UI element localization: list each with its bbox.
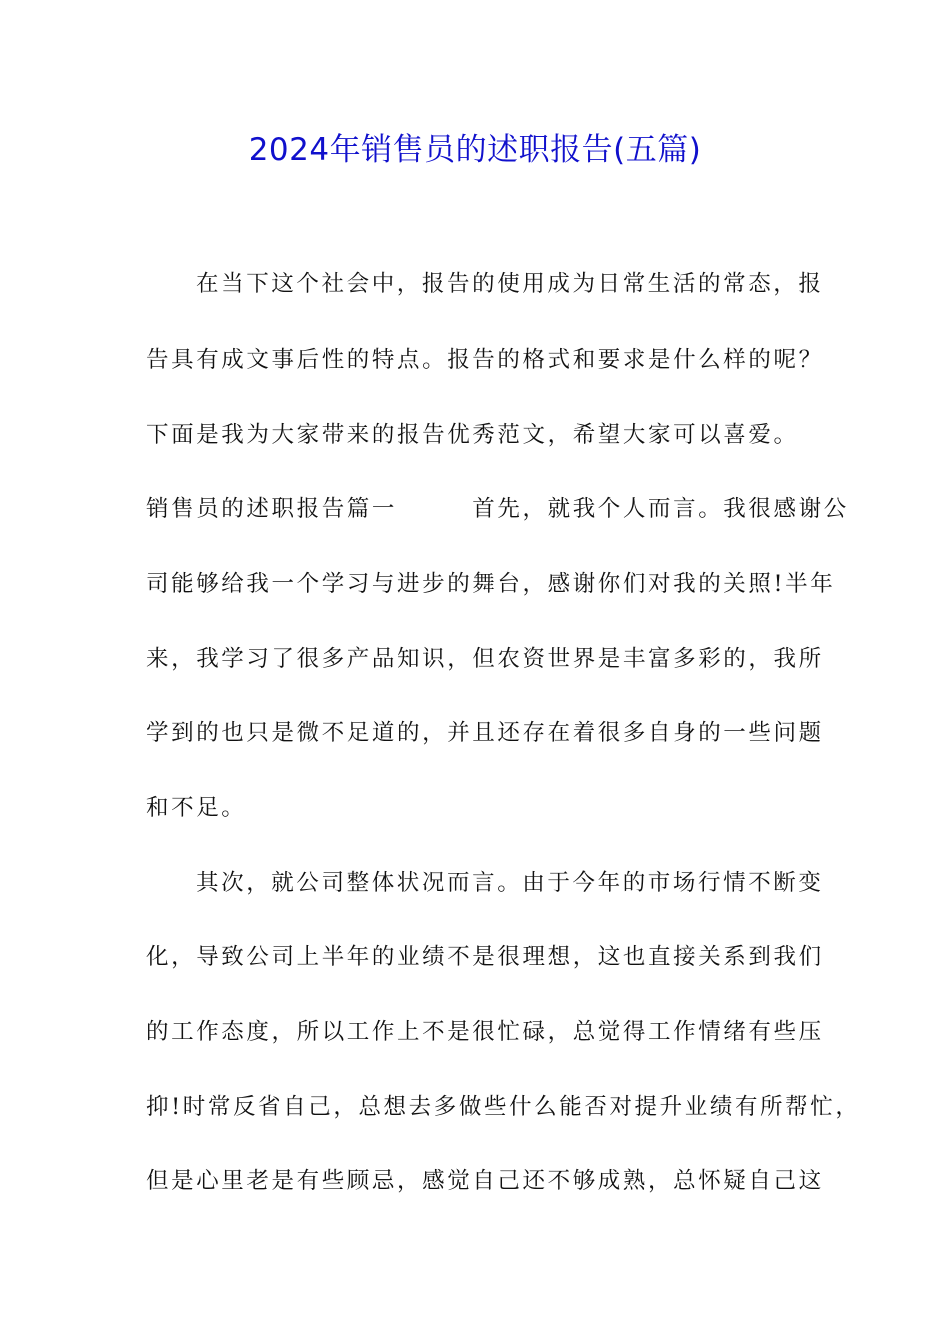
paragraph-line: 和不足。: [146, 795, 247, 821]
paragraph-line: 学到的也只是微不足道的，并且还存在着很多自身的一些问题: [146, 720, 824, 746]
paragraph-line: 在当下这个社会中，报告的使用成为日常生活的常态，报: [196, 271, 824, 297]
paragraph-line: 告具有成文事后性的特点。报告的格式和要求是什么样的呢？: [146, 347, 824, 373]
document-title: 2024年销售员的述职报告(五篇): [248, 132, 702, 168]
paragraph-line: 销售员的述职报告篇一 首先，就我个人而言。我很感谢公: [146, 496, 849, 522]
paragraph-line: 抑!时常反省自己，总想去多做些什么能否对提升业绩有所帮忙，: [146, 1094, 861, 1120]
paragraph-line: 下面是我为大家带来的报告优秀范文，希望大家可以喜爱。: [146, 422, 799, 448]
paragraph-line: 化，导致公司上半年的业绩不是很理想，这也直接关系到我们: [146, 944, 824, 970]
paragraph-line: 的工作态度，所以工作上不是很忙碌，总觉得工作情绪有些压: [146, 1019, 824, 1045]
paragraph-line: 司能够给我一个学习与进步的舞台，感谢你们对我的关照!半年: [146, 571, 836, 597]
paragraph-line: 其次，就公司整体状况而言。由于今年的市场行情不断变: [196, 870, 824, 896]
paragraph-line: 但是心里老是有些顾忌，感觉自己还不够成熟，总怀疑自己这: [146, 1168, 824, 1194]
paragraph-line: 来，我学习了很多产品知识，但农资世界是丰富多彩的，我所: [146, 646, 824, 672]
